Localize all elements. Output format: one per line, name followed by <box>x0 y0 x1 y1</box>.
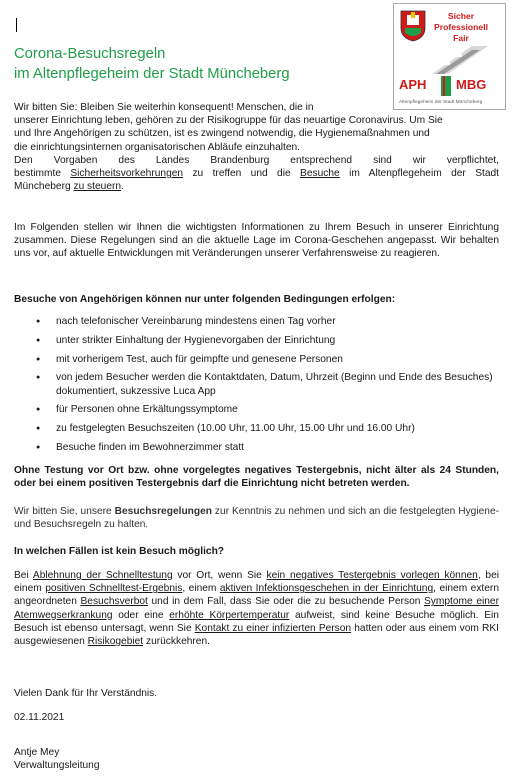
intro-paragraph: Wir bitten Sie: Bleiben Sie weiterhin konsequent! Menschen, die in unserer Einrichtung leben, gehören zu der Risikogruppe für das neuartige Coronavirus. Um Sie und Ihre Angehörigen zu schützen, ist es zwingend notwendig, die Hygienemaßnahmen und die einrichtungsinternen organisatorischen Abläufe einzuhalten. Den Vorgaben des Landes Brandenburg entsprechend sind wir verpflichtet, bestimmte Sicherheitsvorkehrungen zu treffen und die Besuche im Altenpflegeheim der Stadt Müncheberg zu steuern. <box>14 102 499 193</box>
thanks-line: Vielen Dank für Ihr Verständnis. <box>14 688 158 699</box>
link-zu-steuern: zu steuern <box>73 181 122 193</box>
request-paragraph: Wir bitten Sie, unsere Besuchsregelungen zur Kenntnis zu nehmen und sich an die festgelegten Hygiene- und Besuchsregeln zu halten. <box>14 506 500 531</box>
facility-logo <box>393 3 506 110</box>
logo-slogan: Sicher Professionell Fair <box>434 11 488 43</box>
document-date: 02.11.2021 <box>14 712 65 723</box>
list-item: ● nach telefonischer Vereinbarung mindestens einen Tag vorher <box>14 315 499 328</box>
signature-role: Verwaltungsleitung <box>14 760 100 772</box>
signature-name: Antje Mey <box>14 747 60 758</box>
title-line-1: Corona-Besuchsregeln <box>14 46 166 62</box>
logo-aph: APH <box>399 77 427 92</box>
conditions-heading: Besuche von Angehörigen können nur unter folgenden Bedingungen erfolgen: <box>14 294 396 305</box>
conditions-list <box>14 315 499 460</box>
stairs-symbol-icon <box>424 42 494 76</box>
link-sicherheitsvorkehrungen: Sicherheitsvorkehrungen <box>70 168 184 180</box>
signature-block <box>14 746 499 772</box>
list-item: ● unter strikter Einhaltung der Hygienevorgaben der Einrichtung <box>14 334 499 347</box>
warning-paragraph: Ohne Testung vor Ort bzw. ohne vorgelegtes negatives Testergebnis, nicht älter als 24 Stunden, oder bei einem positiven Testergebnis darf die Einrichtung nicht betreten werden. <box>14 465 499 490</box>
title-line-2: im Altenpflegeheim der Stadt Müncheberg <box>14 66 290 82</box>
list-item: ● mit vorherigem Test, auch für geimpfte und genesene Personen <box>14 353 499 366</box>
list-item: ● für Personen ohne Erkältungssymptome <box>14 403 499 416</box>
town-crest-icon <box>400 10 426 42</box>
logo-subtitle: Altenpflegeheim der Stadt Müncheberg <box>399 99 483 104</box>
link-besuche: Besuche <box>300 168 340 180</box>
info-paragraph: Im Folgenden stellen wir Ihnen die wichtigsten Informationen zu Ihrem Besuch in unserer Einrichtung zusammen. Diese Regelungen sind an die aktuelle Lage im Corona-Geschehen angepasst. Wir behalten uns vor, auf aktuelle Entwicklungen mit Veränderungen unserer Verfahrensweise zu reagieren. <box>14 222 499 260</box>
text-cursor <box>16 18 17 32</box>
no-visit-heading: In welchen Fällen ist kein Besuch möglich? <box>14 546 225 557</box>
list-item: ● von jedem Besucher werden die Kontaktdaten, Datum, Uhrzeit (Beginn und Ende des Besuches) dokumentiert, sukzessive Luca App <box>14 371 499 397</box>
list-item: ● zu festgelegten Besuchszeiten (10.00 Uhr, 11.00 Uhr, 15.00 Uhr und 16.00 Uhr) <box>14 422 499 435</box>
list-item: ● Besuche finden im Bewohnerzimmer statt <box>14 441 499 454</box>
logo-mbg: MBG <box>456 77 487 92</box>
logo-bar-accent <box>443 76 445 96</box>
no-visit-paragraph: Bei Ablehnung der Schnelltestung vor Ort, wenn Sie kein negatives Testergebnis vorlegen können, bei einem positiven Schnelltest-Ergebnis, einem aktiven Infektionsgeschehen in der Einrichtung, einem extern angeordneten Besuchsverbot und in dem Fall, dass Sie oder die zu besuchende Person Symptome einer Atemwegserkrankung oder eine erhöhte Körpertemperatur aufweist, sind keine Besuche möglich. Ein Besuch ist ebenso untersagt, wenn Sie Kontakt zu einer infizierten Person hatten oder aus einem vom RKI ausgewiesenen Risikogebiet zurückkehren. <box>14 570 500 648</box>
page-title <box>14 44 290 84</box>
